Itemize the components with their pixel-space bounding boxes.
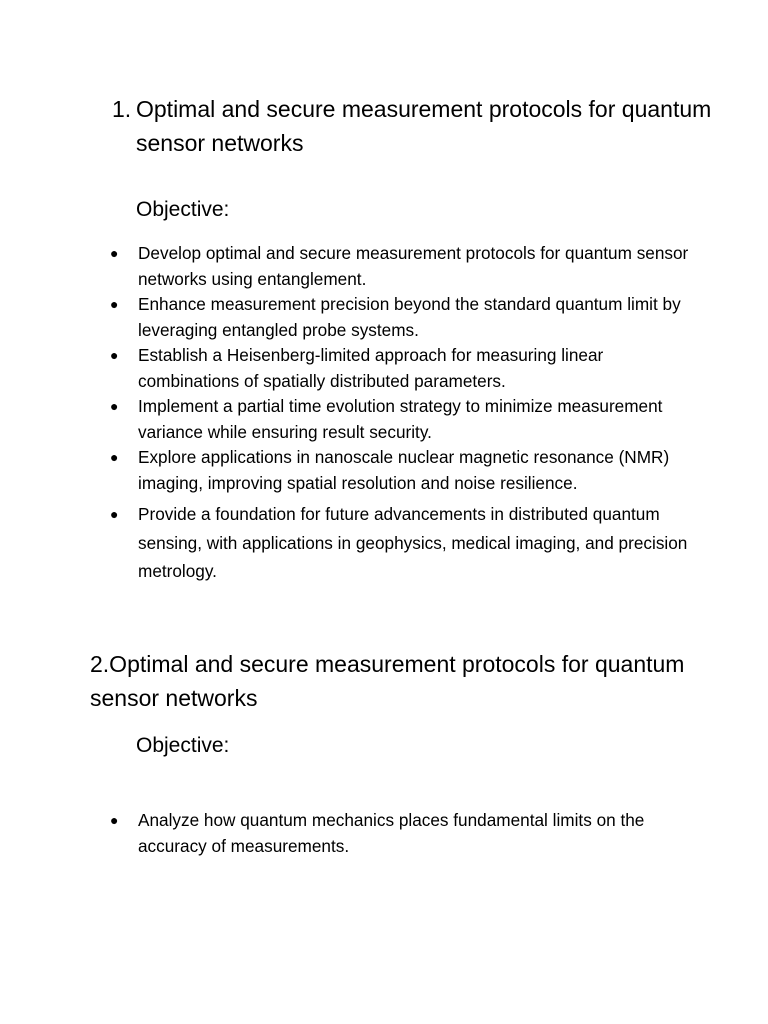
bullet-icon: ● <box>110 245 119 261</box>
bullet-text: Explore applications in nanoscale nuclear magnetic resonance (NMR) imaging, improving spatial resolution and noise resilience. <box>138 447 670 493</box>
bullet-icon: ● <box>110 449 119 465</box>
section-1-title: Optimal and secure measurement protocols for quantum sensor networks <box>136 96 712 156</box>
section-1-objective-label: Objective: <box>136 198 230 221</box>
bullet-text: Analyze how quantum mechanics places fundamental limits on the accuracy of measurements. <box>138 810 645 856</box>
section-2-title: 2.Optimal and secure measurement protocols for quantum sensor networks <box>90 651 685 711</box>
list-item <box>108 292 698 343</box>
bullet-icon: ● <box>110 812 119 828</box>
bullet-text: Enhance measurement precision beyond the standard quantum limit by leveraging entangled probe systems. <box>138 294 681 340</box>
list-item <box>108 394 698 445</box>
list-item <box>108 343 698 394</box>
bullet-icon: ● <box>110 296 119 312</box>
bullet-icon: ● <box>110 506 119 522</box>
section-2-objective-label: Objective: <box>136 734 230 757</box>
section-1-heading <box>112 92 712 160</box>
bullet-text: Establish a Heisenberg-limited approach for measuring linear combinations of spatially distributed parameters. <box>138 345 604 391</box>
list-item <box>108 500 698 586</box>
bullet-text: Implement a partial time evolution strategy to minimize measurement variance while ensuring result security. <box>138 396 663 442</box>
bullet-icon: ● <box>110 347 119 363</box>
bullet-text: Provide a foundation for future advancements in distributed quantum sensing, with applications in geophysics, medical imaging, and precision metrology. <box>138 504 688 581</box>
section-1-number: 1. <box>112 96 132 122</box>
bullet-text: Develop optimal and secure measurement protocols for quantum sensor networks using entanglement. <box>138 243 689 289</box>
list-item <box>108 808 698 859</box>
bullet-icon: ● <box>110 398 119 414</box>
list-item <box>108 241 698 292</box>
section-1-bullet-list <box>108 241 698 586</box>
list-item <box>108 445 698 496</box>
section-2-bullet-list <box>108 808 698 859</box>
